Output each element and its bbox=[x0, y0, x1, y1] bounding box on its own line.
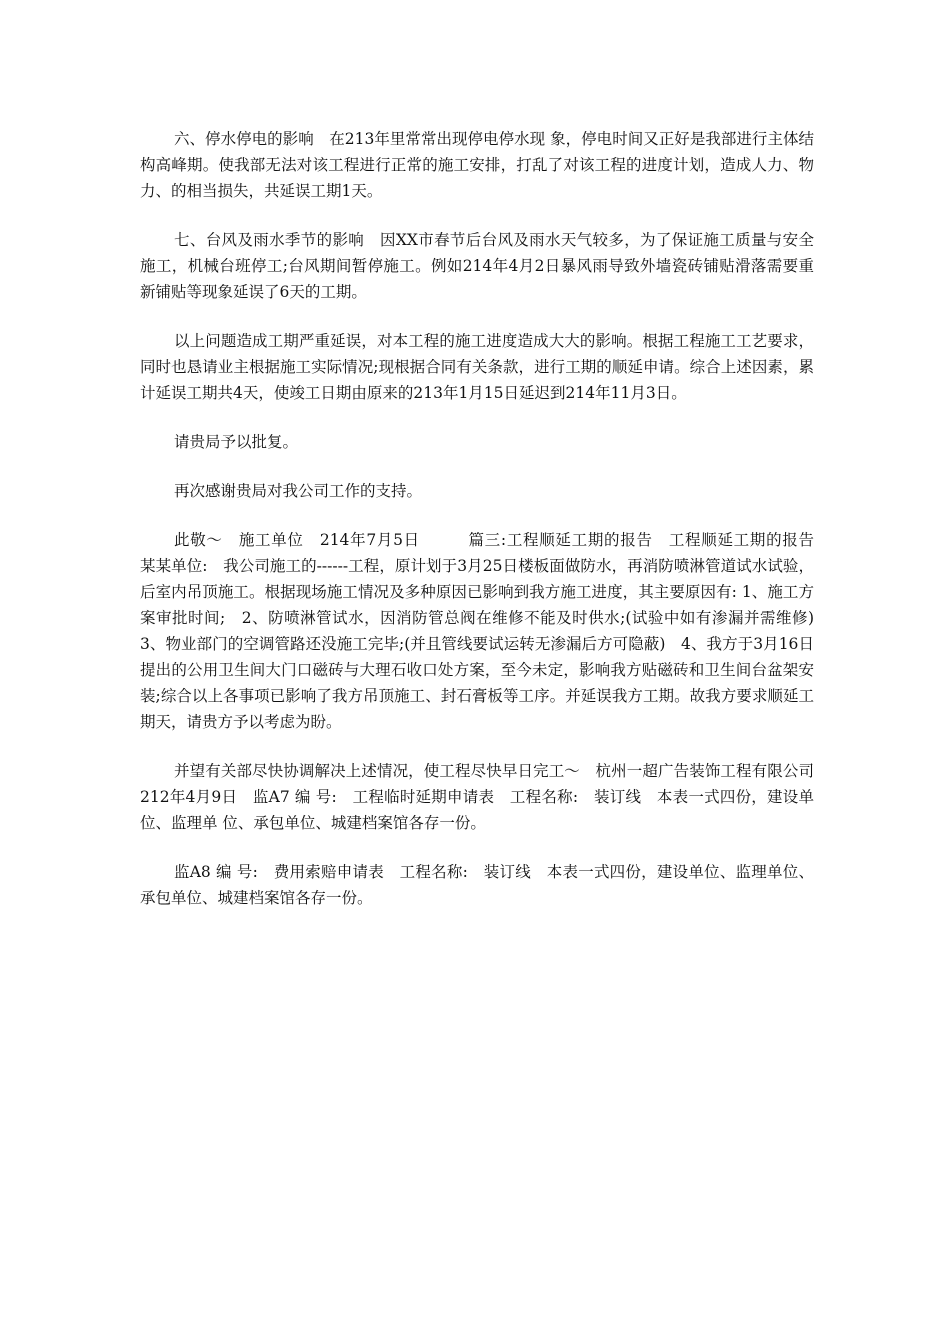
paragraph-a8-form: 监A8 编 号: 费用索赔申请表 工程名称: 装订线 本表一式四份，建设单位、监理单位、承包单位、城建档案馆各存一份。 bbox=[140, 863, 814, 907]
document-body bbox=[140, 126, 830, 934]
paragraph-thanks: 再次感谢贵局对我公司工作的支持。 bbox=[174, 482, 423, 500]
paragraph-power-outage: 六、停水停电的影响 在213年里常常出现停电停水现 象，停电时间又正好是我部进行主体结构高峰期。使我部无法对该工程进行正常的施工安排，打乱了对该工程的进度计划，造成人力、物力、的相当损失，共延误工期1天。 bbox=[140, 130, 814, 200]
paragraph-coordination-a7: 并望有关部尽快协调解决上述情况，使工程尽快早日完工～ 杭州一超广告装饰工程有限公司 212年4月9日 监A7 编 号: 工程临时延期申请表 工程名称: 装订线 本表一式四份，建设单位、监理单 位、承包单位、城建档案馆各存一份。 bbox=[140, 762, 819, 832]
paragraph-report-three: 此敬～ 施工单位 214年7月5日 篇三:工程顺延工期的报告 工程顺延工期的报告 某某单位: 我公司施工的------工程，原计划于3月25日楼板面做防水，再消防喷淋管道试水试验，后室内吊顶施工。根据现场施工情况及多种原因已影响到我方施工进度，其主要原因有: 1、施工方案审批时间; 2、防喷淋管试水，因消防管总阀在维修不能及时供水;(试验中如有渗漏并需维修) 3、物业部门的空调管路还没施工完毕;(并且管线要试运转无渗漏后方可隐蔽) 4、我方于3月16日提出的公用卫生间大门口磁砖与大理石收口处方案，至今未定，影响我方贴磁砖和卫生间台盆架安装;综合以上各事项已影响了我方吊顶施工、封石膏板等工序。并延误我方工期。故我方要求顺延工期天，请贵方予以考虑为盼。 bbox=[140, 531, 830, 731]
paragraph-request-approval: 请贵局予以批复。 bbox=[174, 433, 299, 451]
paragraph-typhoon-rain: 七、台风及雨水季节的影响 因XX市春节后台风及雨水天气较多，为了保证施工质量与安全施工，机械台班停工;台风期间暂停施工。例如214年4月2日暴风雨导致外墙瓷砖铺贴滑落需要重新铺贴等现象延误了6天的工期。 bbox=[140, 231, 814, 301]
paragraph-delay-summary: 以上问题造成工期严重延误，对本工程的施工进度造成大大的影响。根据工程施工工艺要求，同时也恳请业主根据施工实际情况;现根据合同有关条款，进行工期的顺延申请。综合上述因素，累计延误工期共4天，使竣工日期由原来的213年1月15日延迟到214年11月3日。 bbox=[140, 332, 814, 402]
